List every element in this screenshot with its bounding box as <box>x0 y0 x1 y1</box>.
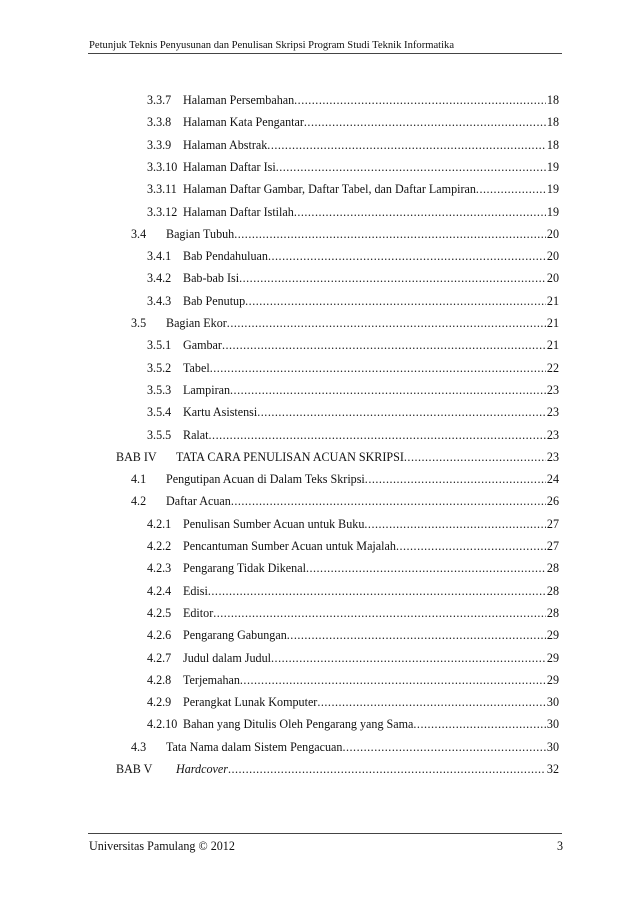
toc-entry <box>147 382 559 398</box>
toc-entry-page: 29 <box>546 628 559 643</box>
toc-entry-title: Bab Penutup <box>183 293 246 308</box>
toc-entry-number: 3.4.2 <box>147 271 172 286</box>
toc-entry <box>147 293 559 309</box>
toc-entry <box>131 493 559 509</box>
toc-entry-title: Bab-bab Isi <box>183 271 240 286</box>
toc-entry-title: Halaman Persembahan <box>183 93 295 107</box>
toc-dot-leader <box>294 92 546 108</box>
toc-entry-title: TATA CARA PENULISAN ACUAN SKRIPSI <box>176 449 404 464</box>
toc-entry-page: 28 <box>546 605 559 620</box>
toc-entry <box>147 583 559 599</box>
toc-dot-leader <box>209 427 546 443</box>
toc-entry-title: Perangkat Lunak Komputer <box>183 695 318 710</box>
toc-entry-page: 18 <box>546 93 559 107</box>
page-header: Petunjuk Teknis Penyusunan dan Penulisan Skripsi Program Studi Teknik Informatika <box>89 40 455 51</box>
toc-entry-page: 20 <box>546 271 559 286</box>
toc-entry-page: 30 <box>546 717 559 732</box>
footer-institution: Universitas Pamulang © 2012 <box>89 839 235 853</box>
toc-entry-number: 3.3.9 <box>147 137 172 152</box>
toc-entry-page: 29 <box>546 650 559 665</box>
toc-dot-leader <box>213 605 546 621</box>
toc-entry-page: 21 <box>546 316 559 330</box>
toc-entry-page: 32 <box>546 762 559 776</box>
toc-dot-leader <box>222 337 546 353</box>
toc-entry <box>147 92 559 108</box>
toc-entry <box>147 560 559 576</box>
toc-entry-title: Edisi <box>183 583 208 598</box>
toc-dot-leader <box>239 270 546 286</box>
toc-entry <box>147 404 559 420</box>
toc-entry-title: Pengarang Gabungan <box>183 628 287 643</box>
header-divider <box>88 53 562 54</box>
toc-entry <box>147 137 559 153</box>
toc-entry-number: 3.3.10 <box>147 159 178 174</box>
toc-entry <box>147 159 559 175</box>
toc-entry-page: 19 <box>546 182 559 197</box>
toc-entry <box>147 694 559 710</box>
toc-dot-leader <box>257 404 546 420</box>
toc-entry-number: 4.2.10 <box>147 717 178 732</box>
toc-entry <box>131 739 559 755</box>
toc-dot-leader <box>413 716 546 732</box>
toc-entry-title: Pengutipan Acuan di Dalam Teks Skripsi <box>166 472 365 487</box>
toc-entry-page: 18 <box>546 137 559 152</box>
toc-dot-leader <box>234 226 546 242</box>
toc-entry-page: 24 <box>546 472 559 487</box>
toc-dot-leader <box>304 114 546 130</box>
toc-entry-page: 18 <box>546 115 559 130</box>
toc-dot-leader <box>342 739 545 755</box>
toc-dot-leader <box>267 137 546 153</box>
toc-entry-page: 29 <box>546 672 559 687</box>
footer-divider <box>88 833 562 834</box>
toc-entry-title: Kartu Asistensi <box>183 405 258 420</box>
toc-dot-leader <box>227 315 546 331</box>
toc-dot-leader <box>231 493 546 509</box>
toc-dot-leader <box>365 471 546 487</box>
toc-dot-leader <box>228 761 546 777</box>
toc-entry <box>147 181 559 197</box>
toc-entry-number: 3.3.8 <box>147 115 172 130</box>
toc-entry-number: 3.5.4 <box>147 405 172 420</box>
toc-entry <box>147 672 559 688</box>
toc-entry-page: 30 <box>546 739 559 754</box>
toc-entry-number: 4.2.5 <box>147 605 172 620</box>
toc-entry-page: 30 <box>546 695 559 710</box>
toc-entry <box>131 226 559 242</box>
toc-entry-title: Bagian Tubuh <box>166 226 235 241</box>
toc-dot-leader <box>271 650 546 666</box>
toc-dot-leader <box>317 694 546 710</box>
toc-entry-page: 27 <box>546 516 559 531</box>
toc-dot-leader <box>396 538 546 554</box>
toc-entry-number: 3.5.5 <box>147 427 172 442</box>
toc-entry-page: 19 <box>546 204 559 219</box>
toc-entry-number: BAB V <box>116 762 153 776</box>
toc-entry-title: Halaman Abstrak <box>183 137 268 152</box>
toc-entry <box>147 627 559 643</box>
toc-entry-title: Ralat <box>183 427 209 442</box>
toc-entry-number: 4.3 <box>131 739 147 754</box>
toc-entry-page: 23 <box>546 427 559 442</box>
toc-entry-page: 27 <box>546 539 559 553</box>
toc-entry-number: 3.5.3 <box>147 382 172 397</box>
toc-entry <box>147 114 559 130</box>
toc-entry <box>116 449 559 465</box>
toc-entry-title: Tata Nama dalam Sistem Pengacuan <box>166 739 343 754</box>
toc-entry <box>147 605 559 621</box>
toc-entry-page: 23 <box>546 382 559 397</box>
toc-dot-leader <box>294 204 546 220</box>
toc-entry-page: 21 <box>546 338 559 353</box>
toc-entry-page: 26 <box>546 494 559 509</box>
toc-entry-page: 28 <box>546 561 559 576</box>
toc-entry-title: Halaman Daftar Isi <box>183 159 276 174</box>
toc-entry <box>147 360 559 376</box>
toc-entry-title: Editor <box>183 605 214 620</box>
toc-entry <box>147 650 559 666</box>
toc-dot-leader <box>245 293 546 309</box>
toc-entry-title: Bahan yang Ditulis Oleh Pengarang yang Sama <box>183 717 414 732</box>
toc-dot-leader <box>287 627 546 643</box>
toc-entry <box>131 471 559 487</box>
toc-entry-page: 22 <box>546 360 559 375</box>
toc-entry-title: Daftar Acuan <box>166 494 231 509</box>
toc-entry-page: 23 <box>546 405 559 420</box>
toc-entry-number: 3.5.2 <box>147 360 172 375</box>
toc-entry <box>147 204 559 220</box>
page-number: 3 <box>556 839 563 853</box>
toc-entry-title: Judul dalam Judul <box>183 650 272 665</box>
toc-entry-page: 28 <box>546 583 559 598</box>
toc-entry-number: 3.4 <box>131 226 147 241</box>
toc-entry <box>147 427 559 443</box>
toc-entry-number: 3.3.7 <box>147 93 172 107</box>
toc-entry-page: 20 <box>546 226 559 241</box>
toc-entry-title: Pengarang Tidak Dikenal <box>183 561 306 576</box>
toc-dot-leader <box>230 382 546 398</box>
toc-entry <box>116 761 559 777</box>
toc-entry-number: 3.3.11 <box>147 182 177 197</box>
toc-entry-page: 20 <box>546 249 559 264</box>
toc-entry-number: 4.1 <box>131 472 147 487</box>
toc-entry-title: Pencantuman Sumber Acuan untuk Majalah <box>183 539 396 553</box>
toc-entry <box>147 716 559 732</box>
toc-dot-leader <box>210 360 546 376</box>
toc-entry-title: Halaman Daftar Gambar, Daftar Tabel, dan Daftar Lampiran <box>183 182 476 197</box>
toc-entry <box>147 270 559 286</box>
toc-entry-title: Gambar <box>183 338 222 353</box>
toc-entry <box>131 315 559 331</box>
toc-entry-number: 4.2.4 <box>147 583 172 598</box>
toc-entry <box>147 516 559 532</box>
toc-entry <box>147 337 559 353</box>
toc-entry-number: 3.5 <box>131 316 147 330</box>
toc-entry-title: Bagian Ekor <box>166 316 227 330</box>
toc-entry-title: Tabel <box>183 360 210 375</box>
toc-dot-leader <box>404 449 546 465</box>
toc-entry-page: 19 <box>546 159 559 174</box>
toc-entry-number: 4.2 <box>131 494 147 509</box>
toc-entry-title: Lampiran <box>183 382 231 397</box>
toc-entry-number: 3.3.12 <box>147 204 178 219</box>
toc-dot-leader <box>364 516 546 532</box>
toc-entry-number: 3.4.1 <box>147 249 172 264</box>
toc-entry <box>147 538 559 554</box>
toc-entry-title: Halaman Daftar Istilah <box>183 204 294 219</box>
toc-entry-number: 4.2.7 <box>147 650 172 665</box>
toc-dot-leader <box>306 560 546 576</box>
toc-dot-leader <box>476 181 546 197</box>
toc-entry-title: Terjemahan <box>183 672 240 687</box>
toc-entry-page: 21 <box>546 293 559 308</box>
toc-entry-number: 4.2.8 <box>147 672 172 687</box>
toc-entry-title: Penulisan Sumber Acuan untuk Buku <box>183 516 365 531</box>
toc-entry-number: 3.4.3 <box>147 293 172 308</box>
toc-entry-number: BAB IV <box>116 449 157 464</box>
toc-dot-leader <box>240 672 546 688</box>
toc-dot-leader <box>208 583 546 599</box>
toc-entry-number: 3.5.1 <box>147 338 172 353</box>
toc-entry-number: 4.2.3 <box>147 561 172 576</box>
toc-entry-number: 4.2.1 <box>147 516 172 531</box>
toc-entry-number: 4.2.6 <box>147 628 172 643</box>
toc-entry-number: 4.2.9 <box>147 695 172 710</box>
toc-dot-leader <box>276 159 546 175</box>
toc-entry-number: 4.2.2 <box>147 539 172 553</box>
toc-dot-leader <box>268 248 546 264</box>
toc-entry-title: Hardcover <box>176 762 228 776</box>
toc-entry-title: Halaman Kata Pengantar <box>183 115 304 130</box>
toc-entry <box>147 248 559 264</box>
toc-entry-title: Bab Pendahuluan <box>183 249 268 264</box>
page-footer <box>89 838 563 854</box>
toc-entry-page: 23 <box>546 449 559 464</box>
